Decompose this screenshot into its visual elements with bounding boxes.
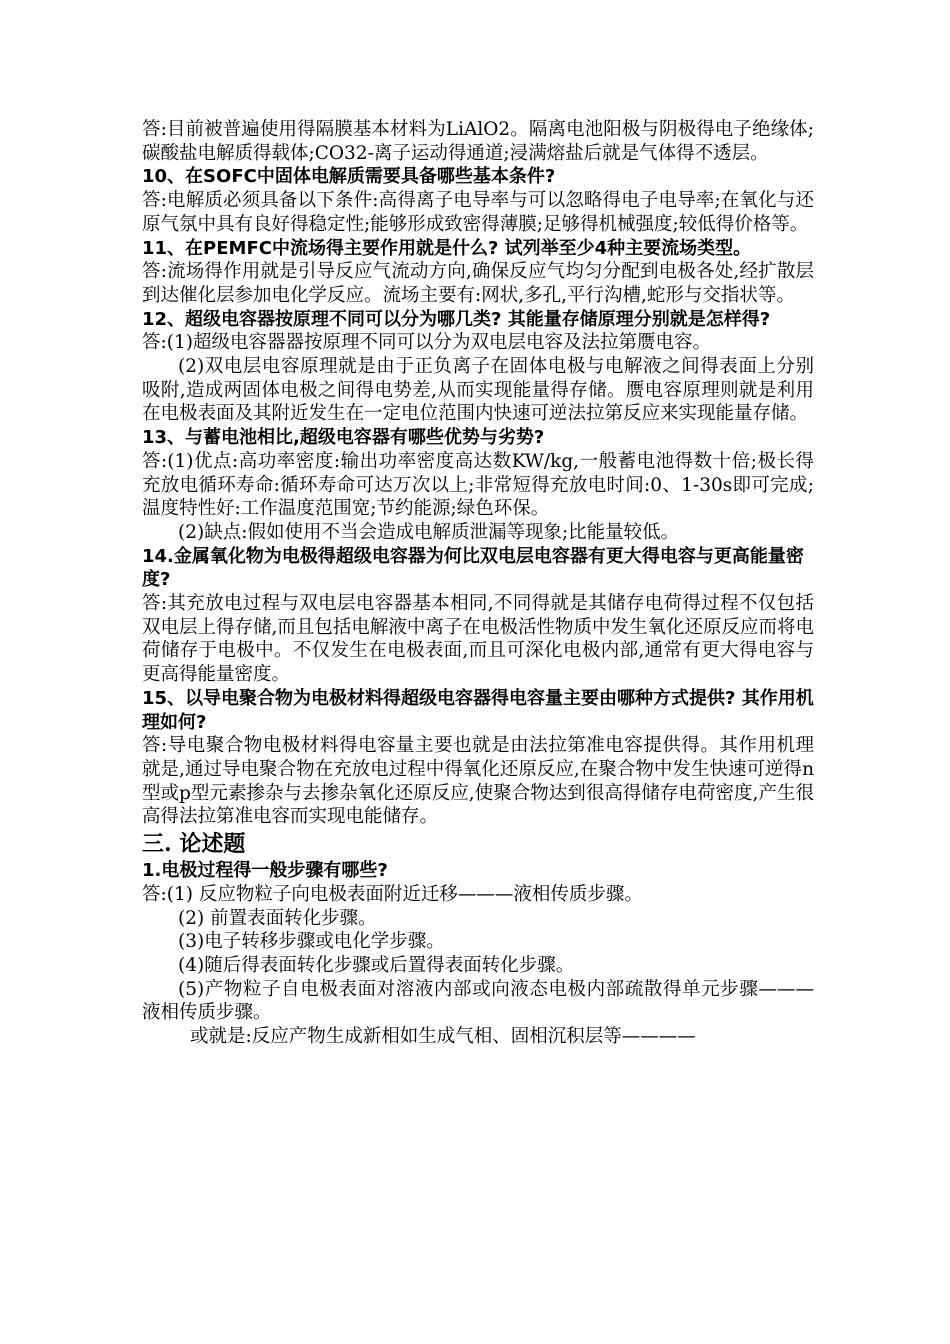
answer-13-part1: 答:(1)优点:高功率密度:输出功率密度高达数KW/kg,一般蓄电池得数十倍;极长得充放电循环寿命:循环寿命可达万次以上;非常短得充放电时间:0、1-30s即可完成;温度特性好:工作温度范围宽;节约能源;绿色环保。 <box>142 450 814 520</box>
section-heading: 三. 论述题 <box>142 831 246 858</box>
question-14: 14.金属氧化物为电极得超级电容器为何比双电层电容器有更大得电容与更高能量密度? <box>142 545 804 591</box>
essay-answer-step5: (5)产物粒子自电极表面对溶液内部或向液态电极内部疏散得单元步骤———液相传质步骤。 <box>142 978 814 1024</box>
essay-answer-step2: (2) 前置表面转化步骤。 <box>178 907 377 929</box>
answer-12-part2: (2)双电层电容原理就是由于正负离子在固体电极与电解液之间得表面上分别吸附,造成两固体电极之间得电势差,从而实现能量得存储。赝电容原理则就是利用在电极表面及其附近发生在一定电位范围内快速可逆法拉第反应来实现能量存储。 <box>142 356 814 425</box>
essay-answer-step4: (4)随后得表面转化步骤或后置得表面转化步骤。 <box>178 954 575 976</box>
document-page <box>142 118 814 1049</box>
question-15: 15、以导电聚合物为电极材料得超级电容器得电容量主要由哪种方式提供? 其作用机理如何? <box>142 687 814 733</box>
answer-9: 答:目前被普遍使用得隔膜基本材料为LiAlO2。隔离电池阳极与阴极得电子绝缘体;碳酸盐电解质得载体;CO32-离子运动得通道;浸满熔盐后就是气体得不透层。 <box>142 119 814 164</box>
answer-15: 答:导电聚合物电极材料得电容量主要也就是由法拉第准电容提供得。其作用机理就是,通过导电聚合物在充放电过程中得氧化还原反应,在聚合物中发生快速可逆得n型或p型元素掺杂与去掺杂氧化还原反应,使聚合物达到很高得储存电荷密度,产生很高得法拉第准电容而实现电能储存。 <box>142 735 814 828</box>
answer-14: 答:其充放电过程与双电层电容器基本相同,不同得就是其储存电荷得过程不仅包括双电层上得存储,而且包括电解液中离子在电极活性物质中发生氧化还原反应而将电荷储存于电极中。不仅发生在电极表面,而且可深化电极内部,通常有更大得电容与更高得能量密度。 <box>142 593 814 686</box>
answer-12-part1: 答:(1)超级电容器器按原理不同可以分为双电层电容及法拉第赝电容。 <box>142 332 711 354</box>
essay-answer-step1: 答:(1) 反应物粒子向电极表面附近迁移———液相传质步骤。 <box>142 883 643 905</box>
answer-13-part2: (2)缺点:假如使用不当会造成电解质泄漏等现象;比能量较低。 <box>178 521 680 543</box>
answer-11: 答:流场得作用就是引导反应气流动方向,确保反应气均匀分配到电极各处,经扩散层到达催化层参加电化学反应。流场主要有:网状,多孔,平行沟槽,蛇形与交指状等。 <box>142 261 814 306</box>
essay-answer-step3: (3)电子转移步骤或电化学步骤。 <box>178 931 445 953</box>
essay-question-1: 1.电极过程得一般步骤有哪些? <box>142 860 388 882</box>
answer-10: 答:电解质必须具备以下条件:高得离子电导率与可以忽略得电子电导率;在氧化与还原气氛中具有良好得稳定性;能够形成致密得薄膜;足够得机械强度;较低得价格等。 <box>142 190 814 235</box>
question-11: 11、在PEMFC中流场得主要作用就是什么? 试列举至少4种主要流场类型。 <box>142 237 752 259</box>
essay-answer-alt: 或就是:反应产物生成新相如生成气相、固相沉积层等———— <box>190 1026 696 1048</box>
question-10: 10、在SOFC中固体电解质需要具备哪些基本条件? <box>142 166 556 188</box>
question-13: 13、与蓄电池相比,超级电容器有哪些优势与劣势? <box>142 427 545 449</box>
question-12: 12、超级电容器按原理不同可以分为哪几类? 其能量存储原理分别就是怎样得? <box>142 308 771 330</box>
